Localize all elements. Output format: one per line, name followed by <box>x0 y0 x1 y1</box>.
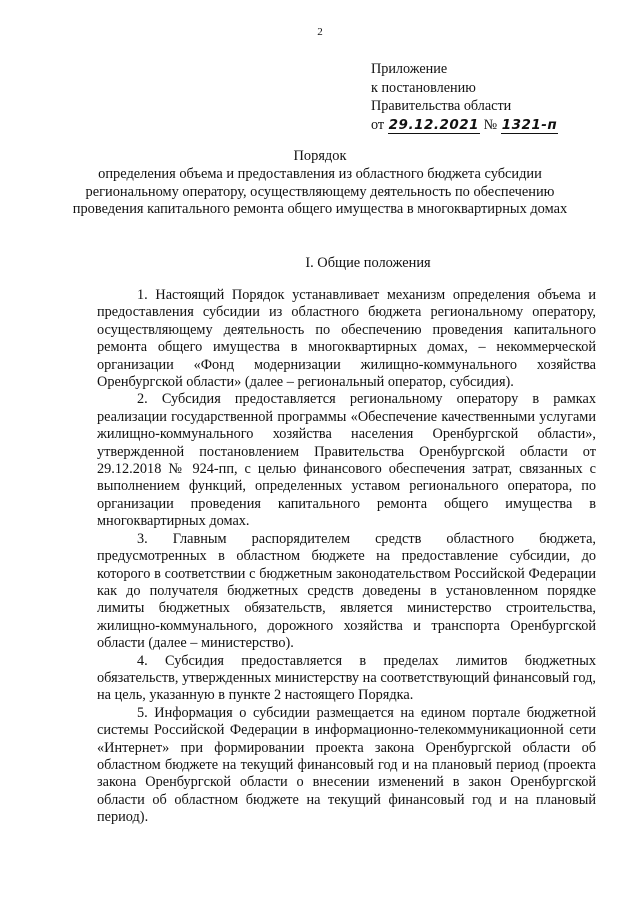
paragraph-2: 2. Субсидия предоставляется региональному оператору в рамках реализации государственной программы «Обеспечение качественными услугами жилищно-коммунального хозяйства населения Оренбургской области», утвержденной постановлением Правительства Оренбургской области от 29.12.2018 № 924-пп, с целью финансового обеспечения затрат, связанных с выполнением функций, определенных уставом регионального оператора, по организации проведения капитального ремонта общего имущества в многоквартирных домах. <box>97 391 596 530</box>
appendix-line-1: Приложение <box>371 61 448 77</box>
document-title-block <box>60 148 580 219</box>
appendix-line-2: к постановлению <box>371 79 476 96</box>
paragraph-3: 3. Главным распорядителем средств областного бюджета, предусмотренных в областном бюджете на предоставление субсидии, до которого в соответствии с бюджетным законодательством Российской Федерации как до получателя бюджетных средств доведены в установленном порядке лимиты бюджетных обязательств, является министерство строительства, жилищно-коммунального, дорожного хозяйства и транспорта Оренбургской области (далее – министерство). <box>97 530 596 652</box>
document-subtitle: определения объема и предоставления из областного бюджета субсидии региональному оператору, осуществляющему деятельность по обеспечению проведения капитального ремонта общего имущества в многоквартирных домах <box>72 165 568 218</box>
page-number: 2 <box>317 26 323 38</box>
handwritten-date: 29.12.2021 <box>388 116 480 133</box>
document-body <box>97 287 596 827</box>
handwritten-number: 1321-п <box>501 116 558 133</box>
document-heading: Порядок <box>293 148 347 164</box>
paragraph-4: 4. Субсидия предоставляется в пределах лимитов бюджетных обязательств, утвержденных министерству на соответствующий финансовый год, на цель, указанную в пункте 2 настоящего Порядка. <box>97 652 596 704</box>
paragraph-1: 1. Настоящий Порядок устанавливает механизм определения объема и предоставления субсидии из областного бюджета региональному оператору, осуществляющему деятельность по обеспечению проведения капитального ремонта общего имущества в многоквартирных домах, – некоммерческой организации «Фонд модернизации жилищно-коммунального хозяйства Оренбургской области» (далее – региональный оператор, субсидия). <box>97 287 596 391</box>
appendix-line-3: Правительства области <box>371 98 512 114</box>
section-title: I. Общие положения <box>305 255 431 271</box>
paragraph-5: 5. Информация о субсидии размещается на едином портале бюджетной системы Российской Федерации в информационно-телекоммуникационной сети «Интернет» при формировании проекта закона Оренбургской области об областном бюджете на текущий финансовый год и на плановый период (проекта закона Оренбургской области о внесении изменений в закон Оренбургской области об областном бюджете на текущий финансовый год и на плановый период). <box>97 704 596 826</box>
from-label: от <box>371 116 385 133</box>
appendix-date-row <box>371 116 558 135</box>
number-label: № <box>483 116 498 133</box>
appendix-block <box>371 60 558 134</box>
